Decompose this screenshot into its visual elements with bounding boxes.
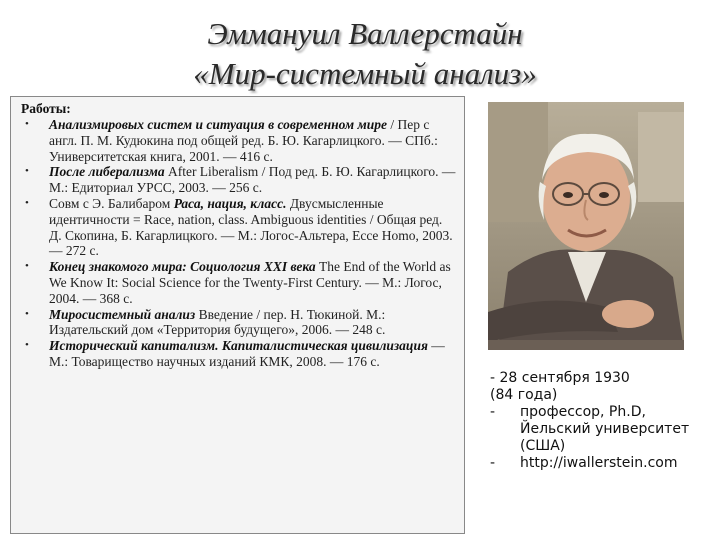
list-item — [21, 117, 456, 164]
bio-block — [490, 370, 718, 472]
work-title: Раса, нация, класс. — [173, 195, 287, 211]
works-heading: Работы: — [21, 101, 71, 116]
list-item — [21, 259, 456, 306]
list-item — [21, 196, 456, 259]
bio-country: (США) — [520, 438, 566, 454]
list-item — [21, 164, 456, 196]
work-details: The End of the World as We Know It: Social Science for the Twenty-First Century. — М.: Логос, 2004. — 368 с. — [49, 259, 451, 306]
work-title: Исторический капитализм. Капиталистическая цивилизация — [49, 338, 428, 354]
bio-website-row — [490, 455, 718, 472]
work-title: Анализмировых систем и ситуация в современном мире — [49, 117, 387, 132]
slide-title-line-1: Эммануил Валлерстайн — [207, 16, 523, 51]
bio-age: (84 года) — [490, 387, 558, 403]
slide-title-line-2: «Мир-системный анализ» — [193, 56, 537, 91]
bullet-icon: • — [25, 165, 29, 178]
portrait-illustration — [488, 102, 684, 350]
list-item — [21, 307, 456, 339]
work-details: Двусмысленные идентичности = Race, nation, class. Ambiguous identities / Общая ред. Д. Скопина, Б. Кагарлицкого. — М.: Логос-Альтера, Ecce Homo, 2003. — 272 с. — [49, 195, 453, 259]
bullet-icon: • — [25, 339, 29, 352]
work-details: After Liberalism / Под ред. Б. Ю. Кагарлицкого. — М.: Едиториал УРСС, 2003. — 256 с. — [49, 164, 456, 196]
bio-profession-row — [490, 404, 718, 421]
bio-website: http://iwallerstein.com — [520, 455, 678, 471]
work-title: После либерализма — [49, 164, 165, 180]
bio-university: Йельский университет — [520, 421, 690, 437]
work-details: — М.: Товарищество научных изданий КМК, 2008. — 176 с. — [49, 338, 445, 369]
list-item — [21, 338, 456, 370]
work-prefix: Совм с Э. Балибаром — [49, 195, 174, 211]
bullet-icon: • — [25, 260, 29, 273]
slide-title — [150, 14, 580, 94]
work-title: Конец знакомого мира: Социология XXI века — [49, 259, 316, 275]
work-details: Введение / пер. Н. Тюкиной. М.: Издательский дом «Территория будущего», 2006. — 248 с. — [49, 306, 386, 338]
works-box — [10, 96, 465, 534]
dash-marker: - — [490, 455, 496, 471]
work-details: / Пер с англ. П. М. Кудюкина под общей ред. Б. Ю. Кагарлицкого. — СПб.: Университетская книга, 2001. — 416 с. — [49, 117, 438, 164]
dash-marker: - — [490, 404, 496, 420]
works-list — [21, 117, 456, 370]
bullet-icon: • — [25, 118, 29, 130]
bio-profession: профессор, Ph.D, — [520, 404, 646, 420]
portrait-photo-icon — [488, 102, 684, 350]
bullet-icon: • — [25, 196, 29, 209]
work-title: Миросистемный анализ — [49, 306, 196, 322]
bio-birth: - 28 сентября 1930 — [490, 370, 630, 386]
bullet-icon: • — [25, 307, 29, 320]
